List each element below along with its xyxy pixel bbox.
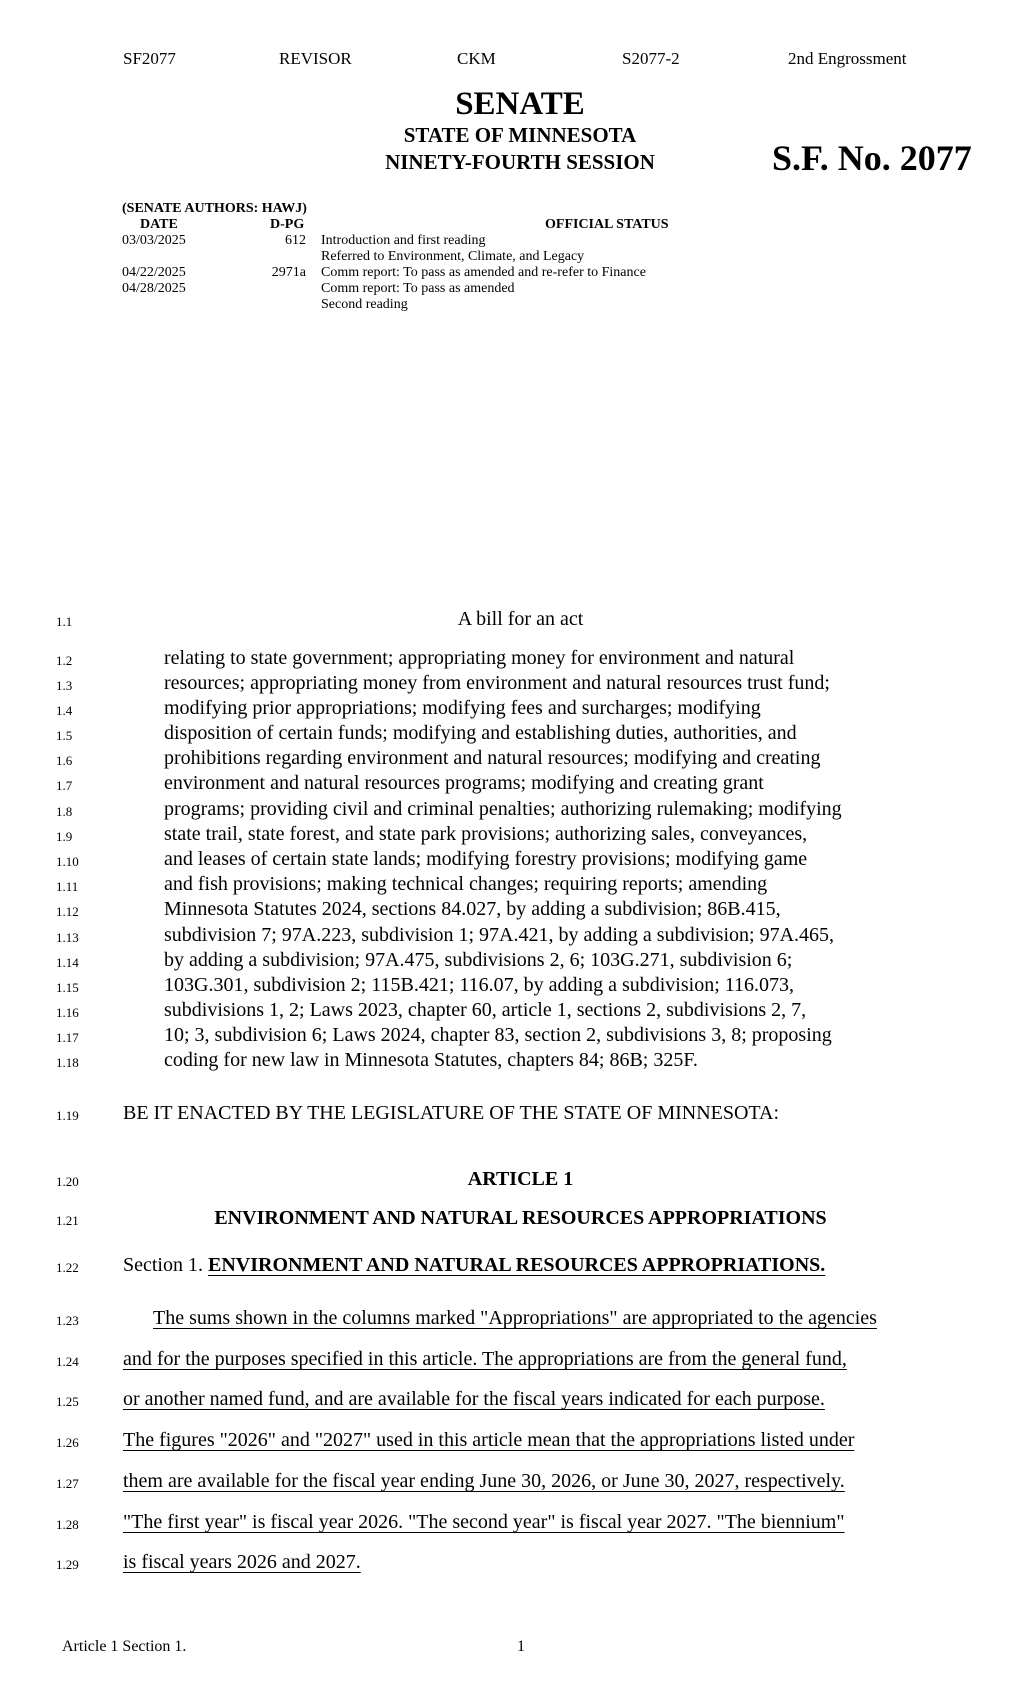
status-text: Comm report: To pass as amended and re-refer to Finance <box>321 265 646 280</box>
line-number: 1.25 <box>56 1394 79 1409</box>
column-date: DATE <box>140 217 178 232</box>
sf-number: S.F. No. 2077 <box>772 138 972 178</box>
column-dpg: D-PG <box>270 217 305 232</box>
bill-text-line: by adding a subdivision; 97A.475, subdivisions 2, 6; 103G.271, subdivision 6; <box>164 949 793 971</box>
status-date: 03/03/2025 <box>122 233 186 248</box>
line-number: 1.17 <box>56 1030 79 1045</box>
bill-text-line: them are available for the fiscal year ending June 30, 2026, or June 30, 2027, respectively. <box>123 1470 845 1492</box>
bill-text-line: 10; 3, subdivision 6; Laws 2024, chapter 83, section 2, subdivisions 3, 8; proposing <box>164 1024 832 1046</box>
line-number: 1.6 <box>56 753 73 768</box>
senate-title: SENATE <box>455 86 585 122</box>
bill-text-line: disposition of certain funds; modifying and establishing duties, authorities, and <box>164 722 797 744</box>
line-number: 1.27 <box>56 1476 79 1491</box>
line-number: 1.11 <box>56 879 79 894</box>
status-page: 612 <box>285 233 306 248</box>
section-label: Section 1. <box>123 1254 203 1276</box>
line-number: 1.12 <box>56 904 79 919</box>
column-status: OFFICIAL STATUS <box>545 217 669 232</box>
line-number: 1.22 <box>56 1260 79 1275</box>
line-number: 1.1 <box>56 614 73 629</box>
line-number: 1.20 <box>56 1174 79 1189</box>
section-title: ENVIRONMENT AND NATURAL RESOURCES APPROPRIATIONS. <box>208 1254 826 1276</box>
session-title: NINETY-FOURTH SESSION <box>385 150 655 174</box>
footer-location: Article 1 Section 1. <box>62 1638 187 1655</box>
line-number: 1.15 <box>56 980 79 995</box>
line-number: 1.19 <box>56 1108 79 1123</box>
authors-label: (SENATE AUTHORS: HAWJ) <box>122 201 307 216</box>
status-text: Comm report: To pass as amended <box>321 281 515 296</box>
line-number: 1.2 <box>56 653 73 668</box>
bill-text-line: environment and natural resources programs; modifying and creating grant <box>164 772 764 794</box>
bill-text-line: modifying prior appropriations; modifying fees and surcharges; modifying <box>164 697 761 719</box>
bill-text-line: The sums shown in the columns marked "Appropriations" are appropriated to the agencies <box>153 1307 877 1329</box>
status-text: Second reading <box>321 297 408 312</box>
article-heading: ARTICLE 1 <box>467 1168 574 1190</box>
bill-text-line: and fish provisions; making technical changes; requiring reports; amending <box>164 873 768 895</box>
status-date: 04/22/2025 <box>122 265 186 280</box>
bill-text-line: or another named fund, and are available for the fiscal years indicated for each purpose. <box>123 1388 825 1410</box>
revisor-label: REVISOR <box>279 49 352 68</box>
page-number: 1 <box>517 1638 525 1655</box>
bill-text-line: state trail, state forest, and state park provisions; authorizing sales, conveyances, <box>164 823 808 845</box>
line-number: 1.26 <box>56 1435 79 1450</box>
bill-text-line: relating to state government; appropriating money for environment and natural <box>164 647 795 669</box>
line-number: 1.8 <box>56 804 73 819</box>
bill-text-line: "The first year" is fiscal year 2026. "The second year" is fiscal year 2027. "The biennium" <box>123 1511 845 1533</box>
line-number: 1.18 <box>56 1055 79 1070</box>
document-id: S2077-2 <box>622 49 680 68</box>
article-title: ENVIRONMENT AND NATURAL RESOURCES APPROPRIATIONS <box>214 1207 827 1229</box>
state-title: STATE OF MINNESOTA <box>403 123 637 147</box>
bill-text-line: The figures "2026" and "2027" used in this article mean that the appropriations listed under <box>123 1429 855 1451</box>
bill-text-line: coding for new law in Minnesota Statutes, chapters 84; 86B; 325F. <box>164 1049 698 1071</box>
line-number: 1.16 <box>56 1005 79 1020</box>
line-number: 1.23 <box>56 1313 79 1328</box>
status-date: 04/28/2025 <box>122 281 186 296</box>
enacting-clause: BE IT ENACTED BY THE LEGISLATURE OF THE STATE OF MINNESOTA: <box>123 1102 780 1124</box>
bill-title: A bill for an act <box>457 608 584 630</box>
line-number: 1.21 <box>56 1213 79 1228</box>
bill-text-line: 103G.301, subdivision 2; 115B.421; 116.07, by adding a subdivision; 116.073, <box>164 974 795 996</box>
bill-text-line: subdivisions 1, 2; Laws 2023, chapter 60, article 1, sections 2, subdivisions 2, 7, <box>164 999 807 1021</box>
line-number: 1.10 <box>56 854 79 869</box>
section-heading <box>123 1254 825 1277</box>
status-text: Introduction and first reading <box>321 233 486 248</box>
line-number: 1.24 <box>56 1354 79 1369</box>
bill-text-line: resources; appropriating money from environment and natural resources trust fund; <box>164 672 830 694</box>
line-number: 1.7 <box>56 778 73 793</box>
line-number: 1.3 <box>56 678 73 693</box>
line-number: 1.14 <box>56 955 79 970</box>
status-page: 2971a <box>271 265 306 280</box>
bill-text-line: programs; providing civil and criminal penalties; authorizing rulemaking; modifying <box>164 798 842 820</box>
line-number: 1.28 <box>56 1517 79 1532</box>
status-text: Referred to Environment, Climate, and Legacy <box>321 249 585 264</box>
line-number: 1.9 <box>56 829 73 844</box>
bill-text-line: is fiscal years 2026 and 2027. <box>123 1551 361 1573</box>
line-number: 1.5 <box>56 728 73 743</box>
line-number: 1.13 <box>56 930 79 945</box>
bill-text-line: and for the purposes specified in this article. The appropriations are from the general fund, <box>123 1348 847 1370</box>
engrossment-label: 2nd Engrossment <box>788 49 907 68</box>
line-number: 1.4 <box>56 703 73 718</box>
bill-text-line: and leases of certain state lands; modifying forestry provisions; modifying game <box>164 848 808 870</box>
bill-text-line: prohibitions regarding environment and natural resources; modifying and creating <box>164 747 821 769</box>
bill-text-line: subdivision 7; 97A.223, subdivision 1; 97A.421, by adding a subdivision; 97A.465, <box>164 924 835 946</box>
line-number: 1.29 <box>56 1557 79 1572</box>
bill-number: SF2077 <box>123 49 176 68</box>
author-initials: CKM <box>457 49 496 68</box>
bill-text-line: Minnesota Statutes 2024, sections 84.027, by adding a subdivision; 86B.415, <box>164 898 781 920</box>
